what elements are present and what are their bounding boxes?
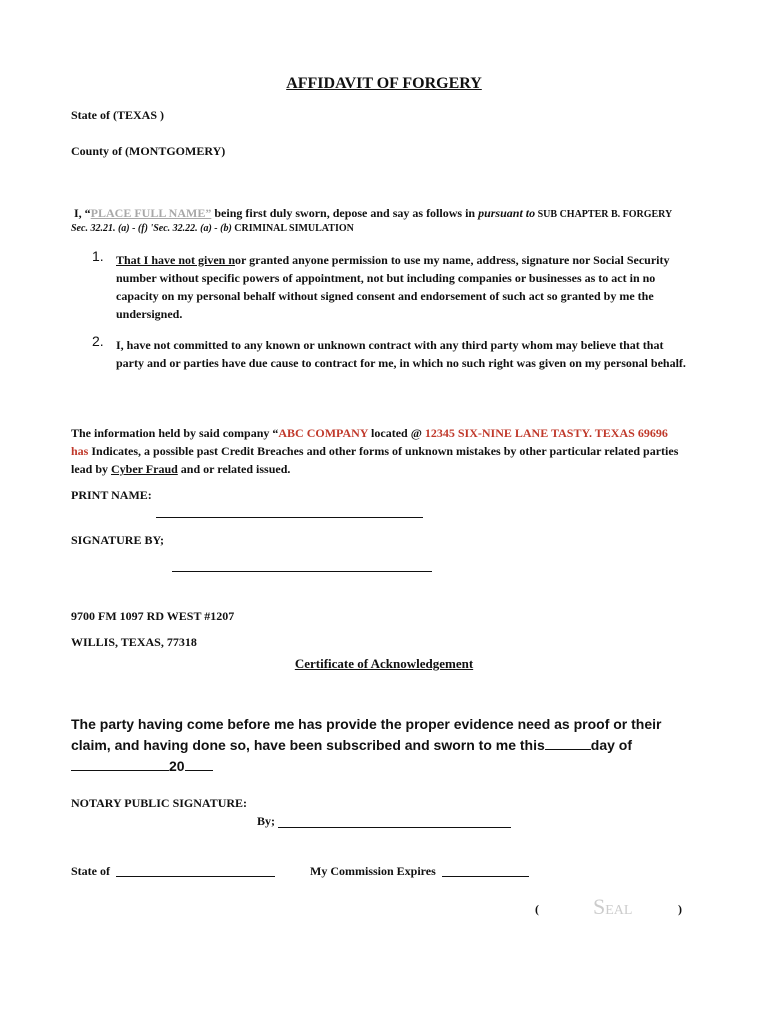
state-of-label: State of [71, 864, 110, 878]
month-blank[interactable] [71, 758, 169, 771]
info-located: located @ [368, 426, 425, 440]
info-rest-2: and or related issued. [177, 462, 291, 476]
by-label: By; [257, 814, 275, 828]
commission-line[interactable] [442, 876, 529, 877]
seal-small-letters: EAL [605, 903, 633, 918]
intro-pursuant: pursuant to [478, 206, 536, 220]
signature-label: SIGNATURE BY; [71, 533, 165, 547]
list-item-body: or granted anyone permission to use my name, address, signature nor Social Security number without specific powers of appointment, not but including companies or businesses as to act in no capacity on my personal behalf without signed consent and endorsement of such act so granted by me the undersigned. [116, 253, 670, 321]
info-prefix: The information held by said company “ [71, 426, 279, 440]
notary-label: NOTARY PUBLIC SIGNATURE: [71, 796, 248, 810]
day-blank[interactable] [545, 737, 591, 750]
state-line: State of (TEXAS ) [71, 108, 164, 122]
seal-open-paren: ( [535, 902, 539, 916]
list-item-text [116, 336, 688, 372]
list-item-text [116, 251, 688, 323]
list-item-body: I, have not committed to any known or unknown contract with any third party whom may believe that that party and or parties have due cause to contract for me, in which no such right was given on my personal behalf. [116, 338, 686, 370]
commission-label: My Commission Expires [310, 864, 436, 878]
address-line-1: 9700 FM 1097 RD WEST #1207 [71, 609, 235, 623]
intro-middle: being first duly sworn, depose and say as follows in [211, 206, 479, 220]
claim-paragraph [71, 714, 701, 777]
claim-text: The party having come before me has provide the proper evidence need as proof or their claim, and having done so, have been subscribed and sworn to me this [71, 716, 662, 753]
seal-close-paren: ) [678, 902, 682, 916]
intro-chapter: SUB CHAPTER B. FORGERY [535, 209, 673, 220]
info-rest-1: Indicates, a possible past Credit Breaches and other forms of unknown mistakes by other particular related parties lead by [71, 444, 679, 476]
company-address: 12345 SIX-NINE LANE TASTY. TEXAS 69696 has [71, 426, 668, 458]
signature-line[interactable] [172, 571, 432, 572]
state-of-line[interactable] [116, 876, 275, 877]
list-item-number: 1. [92, 248, 104, 264]
intro-sections: Sec. 32.21. (a) - (f) 'Sec. 32.22. (a) - (b) [71, 223, 232, 234]
claim-day-of: day of [590, 737, 633, 753]
seal-big-letter: S [593, 894, 606, 919]
claim-year-prefix: 20 [169, 758, 185, 774]
document-title: AFFIDAVIT OF FORGERY [286, 75, 482, 92]
county-line: County of (MONTGOMERY) [71, 144, 226, 158]
list-item-underlined: That I have not given n [116, 253, 236, 267]
intro-line-2 [71, 223, 354, 234]
print-name-line[interactable] [156, 517, 423, 518]
intro-prefix: I, “ [74, 206, 91, 220]
company-info-paragraph [71, 424, 681, 478]
company-name: ABC COMPANY [278, 426, 369, 440]
seal-watermark [593, 894, 632, 920]
list-item-number: 2. [92, 333, 104, 349]
print-name-label: PRINT NAME: [71, 488, 152, 502]
name-placeholder: PLACE FULL NAME” [90, 206, 212, 220]
address-line-2: WILLIS, TEXAS, 77318 [71, 635, 197, 649]
cyber-fraud-text: Cyber Fraud [111, 462, 178, 476]
certificate-title: Certificate of Acknowledgement [294, 656, 474, 671]
year-blank[interactable] [185, 758, 213, 771]
intro-line-1 [74, 206, 672, 221]
notary-signature-line[interactable] [278, 827, 511, 828]
intro-simulation: CRIMINAL SIMULATION [231, 223, 354, 234]
